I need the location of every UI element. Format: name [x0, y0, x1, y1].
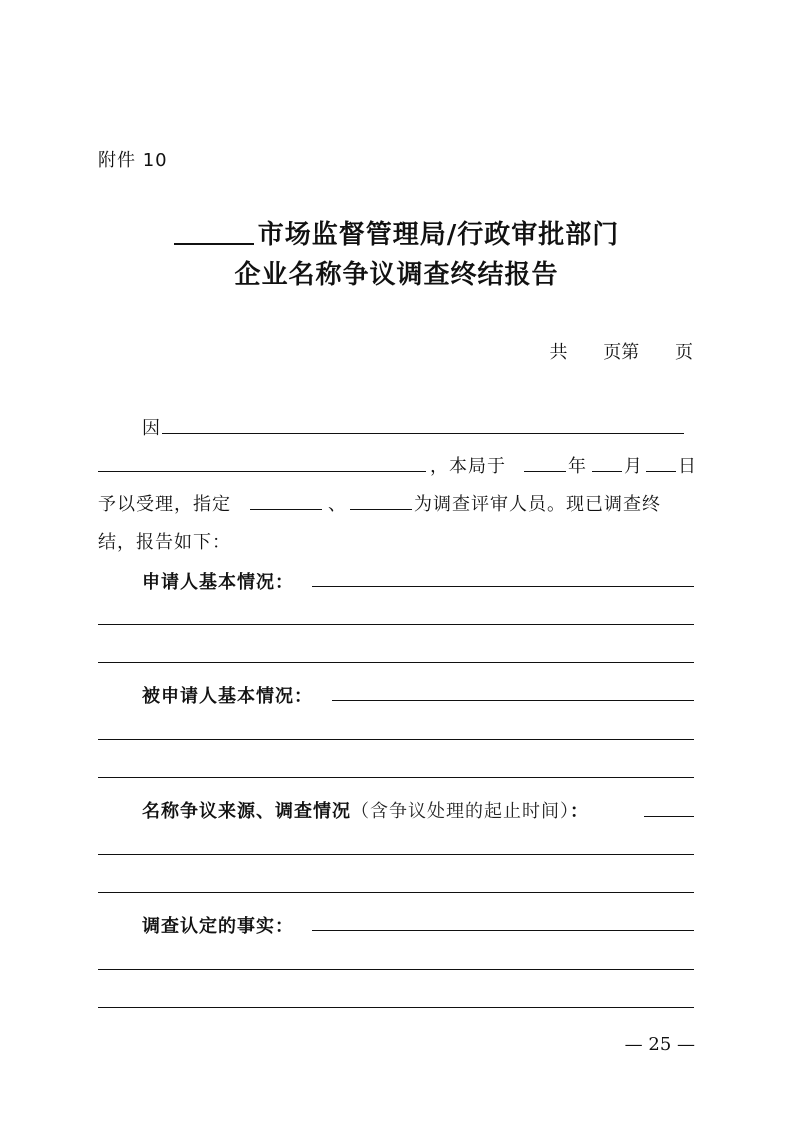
attachment-label: 附件 10 — [98, 150, 168, 171]
facts-line-3 — [98, 1007, 694, 1008]
page-count — [542, 338, 693, 364]
intro-prefix: 因 — [142, 418, 161, 439]
section-applicant: 申请人基本情况： — [142, 572, 294, 593]
section-respondent: 被申请人基本情况： — [142, 686, 313, 707]
respondent-line-1 — [332, 700, 694, 701]
page-title-line2: 企业名称争议调查终结报告 — [234, 260, 559, 290]
intro-blank-reason — [162, 433, 684, 434]
title-blank — [174, 219, 254, 245]
intro-month: 月 — [624, 456, 643, 477]
blank-month — [592, 471, 622, 472]
page-title-line1 — [0, 214, 793, 251]
section-dispute — [142, 797, 589, 823]
intro-blank-reason-cont — [98, 471, 426, 472]
applicant-line-1 — [312, 586, 694, 587]
facts-line-2 — [98, 969, 694, 970]
dispute-title: 名称争议来源、调查情况 — [142, 801, 351, 822]
blank-reviewer-1 — [250, 509, 322, 510]
pages-end-label: 页 — [675, 342, 693, 363]
applicant-line-3 — [98, 662, 694, 663]
pages-page-label: 页第 — [603, 342, 640, 363]
pages-total-label: 共 — [549, 342, 568, 363]
intro-line4: 结，报告如下： — [98, 532, 231, 553]
respondent-line-3 — [98, 777, 694, 778]
intro-line3-end: 为调查评审人员。现已调查终 — [414, 494, 661, 515]
applicant-line-2 — [98, 624, 694, 625]
intro-day: 日 — [678, 456, 697, 477]
blank-reviewer-2 — [350, 509, 412, 510]
intro-year: 年 — [568, 456, 587, 477]
dispute-line-2 — [98, 854, 694, 855]
intro-line3-start: 予以受理，指定 — [98, 494, 231, 515]
intro-comma: 、 — [328, 494, 347, 515]
intro-mid1: ，本局于 — [430, 456, 506, 477]
dispute-line-3 — [98, 892, 694, 893]
dispute-colon: ： — [570, 801, 589, 822]
page-number: — 25 — — [624, 1034, 695, 1055]
dispute-line-1 — [644, 816, 694, 817]
blank-day — [646, 471, 676, 472]
dispute-note: （含争议处理的起止时间） — [351, 801, 570, 822]
title-text-1: 市场监督管理局/行政审批部门 — [257, 220, 620, 250]
respondent-line-2 — [98, 739, 694, 740]
blank-year — [524, 471, 566, 472]
section-facts: 调查认定的事实： — [142, 916, 294, 937]
facts-line-1 — [312, 930, 694, 931]
